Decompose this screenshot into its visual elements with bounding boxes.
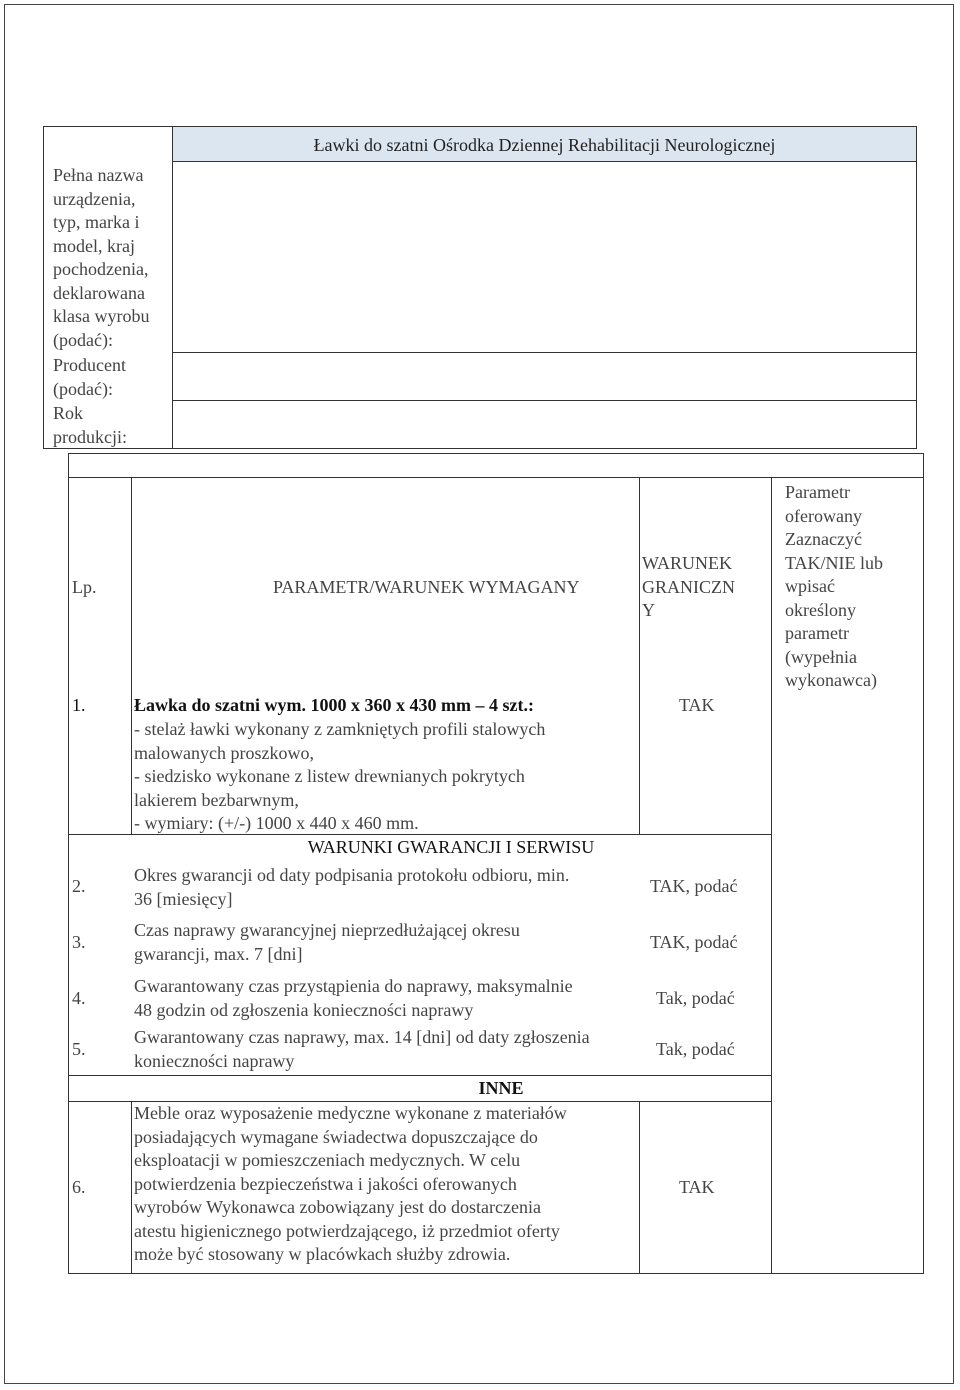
offered-value-cell[interactable] (772, 694, 923, 833)
row-2-condition: TAK, podać (650, 876, 738, 896)
row-rule (68, 1075, 772, 1076)
row-2-description: Okres gwarancji od daty podpisania protokołu odbioru, min. 36 [miesięcy] (134, 865, 570, 909)
row-6-description: Meble oraz wyposażenie medyczne wykonane z materiałów posiadających wymagane świadectwa dopuszczające do eksploatacji w pomieszczeniach medycznych. W celu potwierdzenia bezpieczeństwa i jakości oferowanych wyrobów Wykonawca zobowiązany jest do dostarczenia atestu higienicznego potwierdzającego, iż przedmiot oferty może być stosowany w placówkach służby zdrowia. (134, 1103, 567, 1264)
header-param: PARAMETR/WARUNEK WYMAGANY (273, 577, 580, 597)
row-1-lp: 1. (72, 695, 86, 715)
col-separator (131, 477, 132, 834)
row-3-condition: TAK, podać (650, 932, 738, 952)
row-1-description: - stelaż ławki wykonany z zamkniętych profili stalowych malowanych proszkowo, - siedzisko wykonane z listew drewnianych pokrytych lakierem bezbarwnym, - wymiary: (+/-) 1000 x 440 x 460 mm. (134, 719, 546, 833)
row-5-description: Gwarantowany czas naprawy, max. 14 [dni] od daty zgłoszenia konieczności naprawy (134, 1027, 590, 1071)
col-separator (639, 1101, 640, 1274)
col-separator (131, 1101, 132, 1274)
offered-value-cell[interactable] (772, 1102, 923, 1273)
row-3-description: Czas naprawy gwarancyjnej nieprzedłużającej okresu gwarancji, max. 7 [dni] (134, 920, 520, 964)
device-name-field[interactable] (173, 163, 916, 351)
row-5-lp: 5. (72, 1039, 86, 1059)
col-separator (639, 477, 640, 834)
section-other: INNE (478, 1078, 524, 1098)
year-field[interactable] (173, 401, 916, 448)
row-6-lp: 6. (72, 1177, 86, 1197)
year-label: Rok produkcji: (53, 403, 127, 447)
producer-field[interactable] (173, 353, 916, 399)
producer-label: Producent (podać): (53, 355, 126, 399)
offered-value-cell[interactable] (772, 864, 923, 914)
header-lp: Lp. (72, 577, 97, 597)
device-name-label: Pełna nazwa urządzenia, typ, marka i model, kraj pochodzenia, deklarowana klasa wyrobu (podać): (53, 165, 150, 350)
row-4-lp: 4. (72, 988, 86, 1008)
row-1-title: Ławka do szatni wym. 1000 x 360 x 430 mm – 4 szt.: (134, 695, 534, 715)
section-warranty: WARUNKI GWARANCJI I SERWISU (307, 837, 595, 857)
offered-value-cell[interactable] (772, 1026, 923, 1074)
row-5-condition: Tak, podać (656, 1039, 735, 1059)
header-condition: WARUNEK GRANICZN Y (642, 553, 735, 620)
row-3-lp: 3. (72, 932, 86, 952)
row-4-description: Gwarantowany czas przystąpienia do naprawy, maksymalnie 48 godzin od zgłoszenia konieczności naprawy (134, 976, 573, 1020)
row-6-condition: TAK (679, 1177, 715, 1197)
table-top-rule (68, 477, 924, 478)
header-offered: Parametr oferowany Zaznaczyć TAK/NIE lub wpisać określony parametr (wypełnia wykonawca) (785, 482, 884, 690)
row-4-condition: Tak, podać (656, 988, 735, 1008)
offered-value-cell[interactable] (772, 919, 923, 969)
offered-value-cell[interactable] (772, 975, 923, 1023)
row-1-condition: TAK (679, 695, 715, 715)
row-2-lp: 2. (72, 876, 86, 896)
document-title: Ławki do szatni Ośrodka Dziennej Rehabilitacji Neurologicznej (172, 126, 917, 162)
